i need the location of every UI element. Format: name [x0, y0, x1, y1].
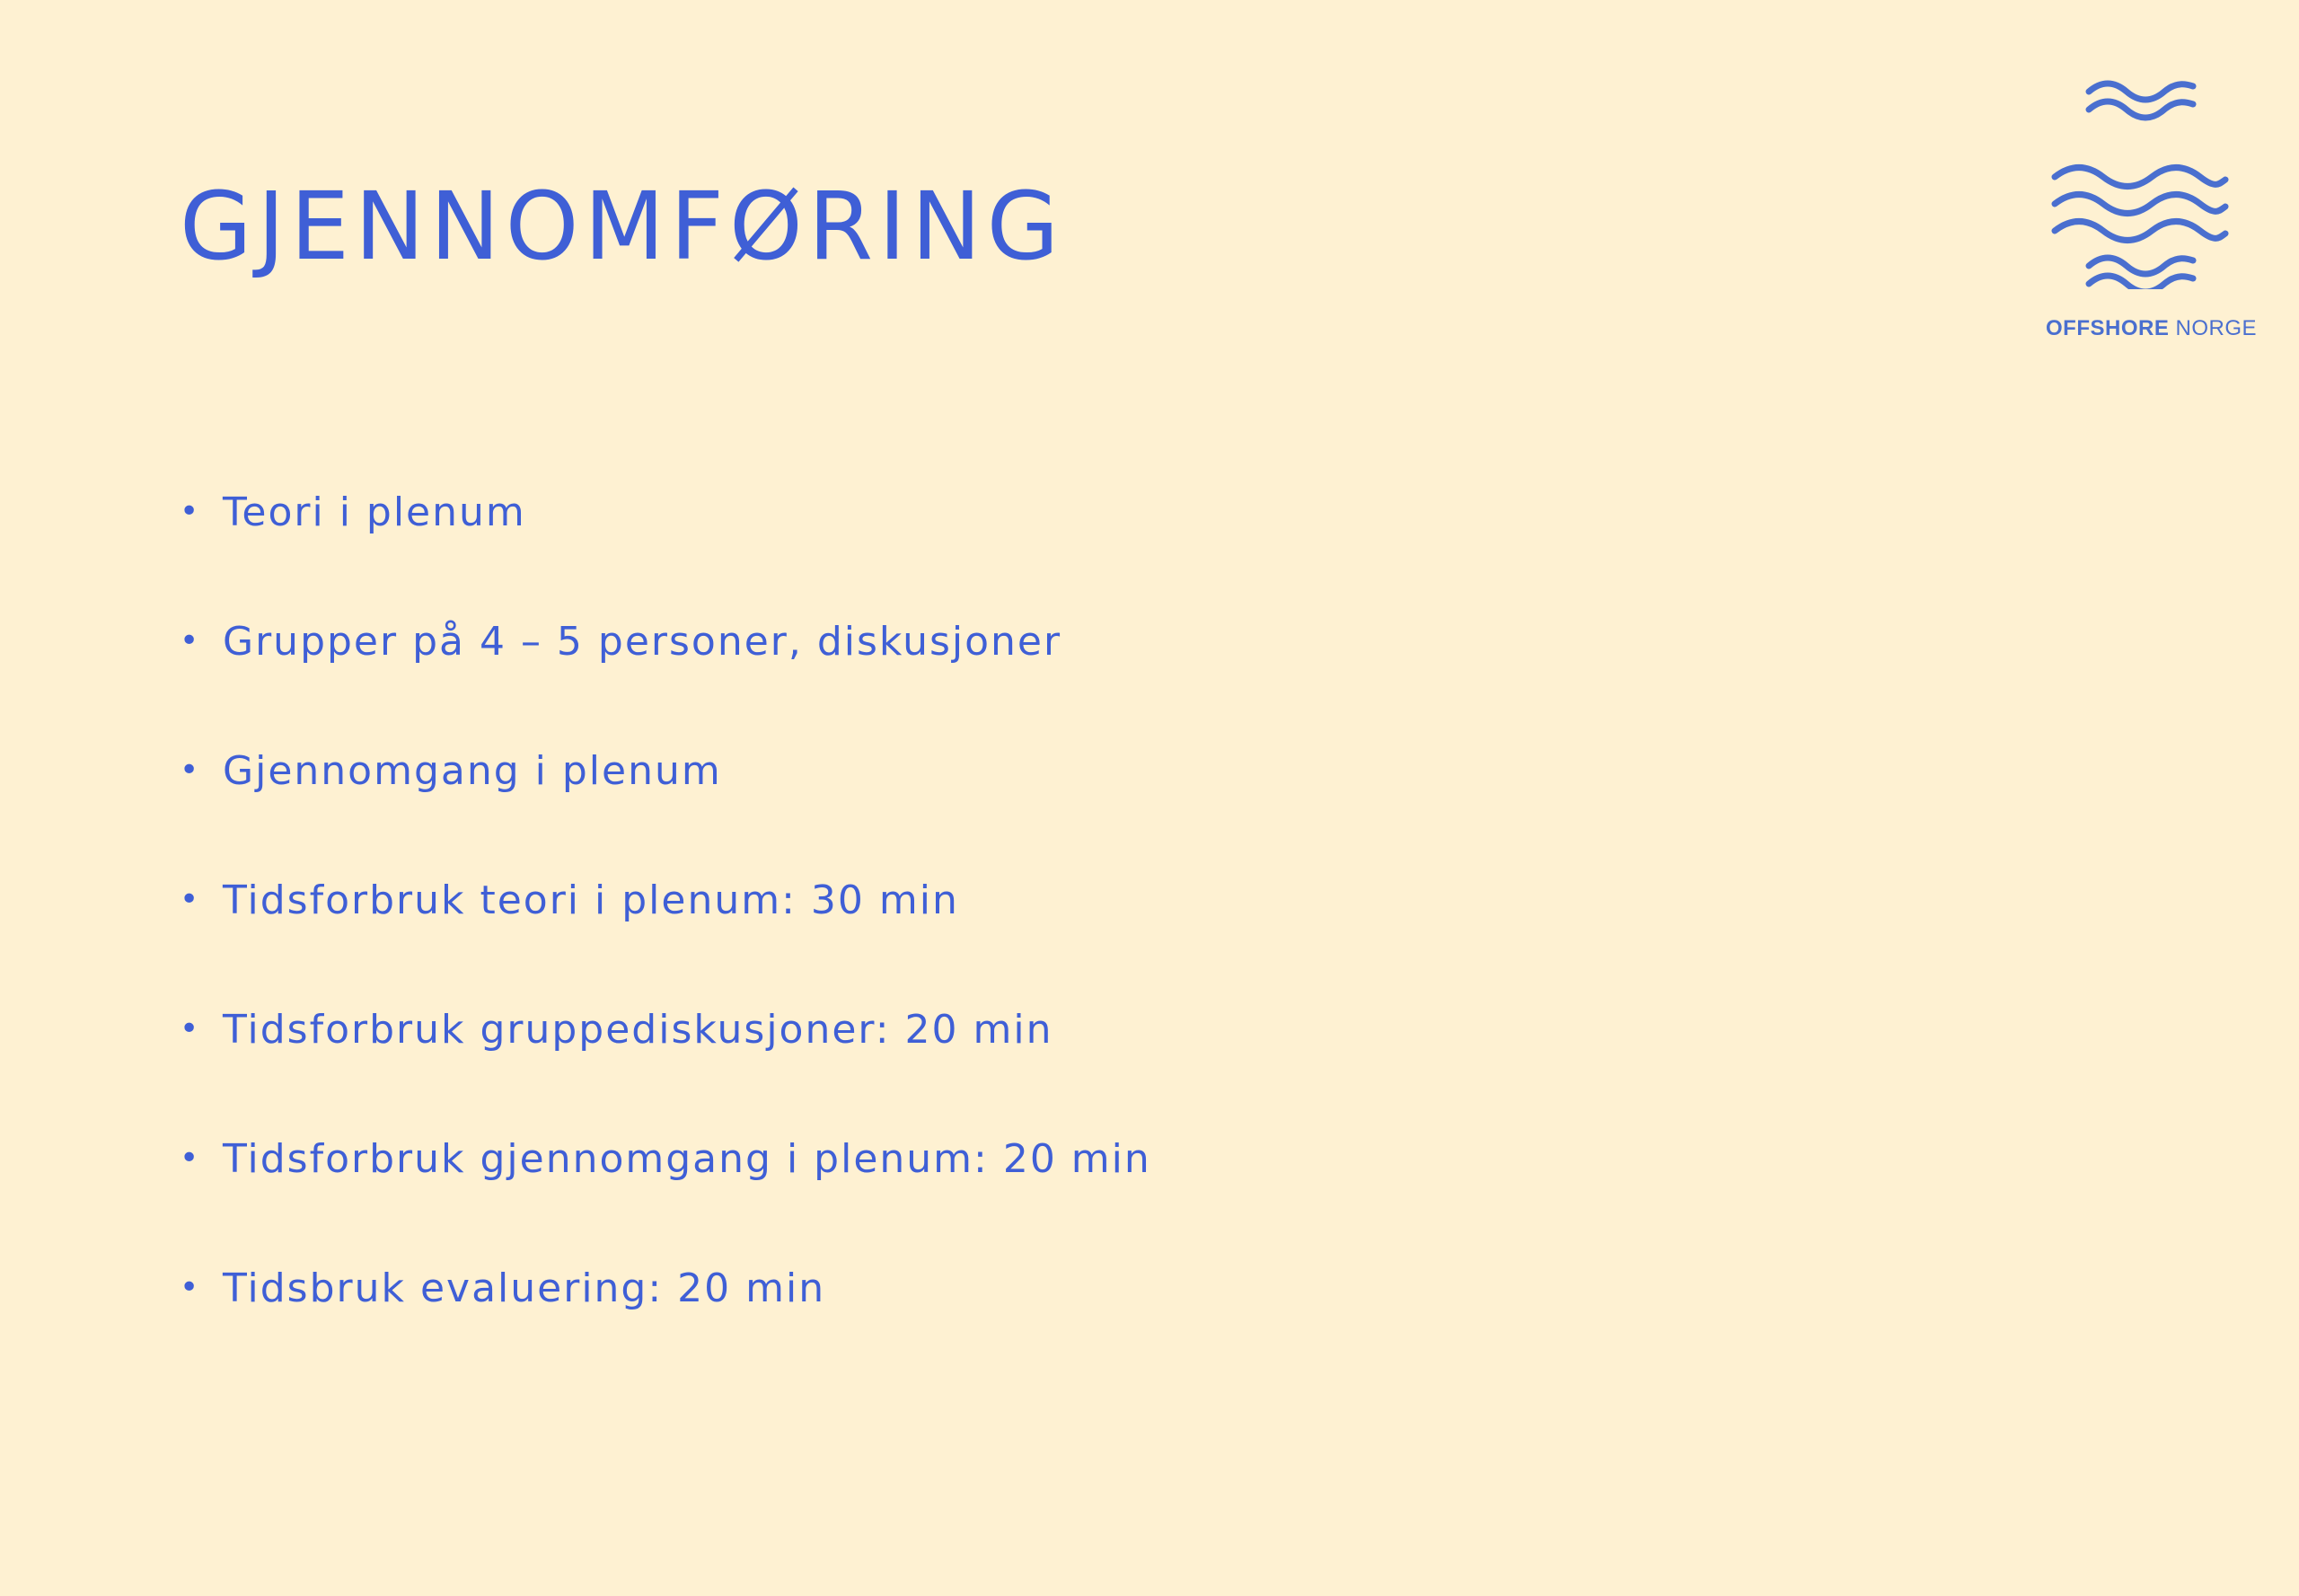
bullet-text: Grupper på 4 – 5 personer, diskusjoner	[223, 618, 1062, 665]
bullet-marker: •	[180, 1269, 201, 1306]
bullet-text: Gjennomgang i plenum	[223, 747, 722, 794]
bullet-marker: •	[180, 1140, 201, 1177]
bullet-marker: •	[180, 752, 201, 789]
logo-word-norge: NORGE	[2169, 316, 2258, 340]
bullet-item	[180, 965, 1151, 1094]
bullet-text: Teori i plenum	[223, 489, 526, 535]
bullet-item	[180, 1094, 1151, 1223]
bullet-list	[180, 447, 1151, 1353]
bullet-text: Tidsforbruk gruppediskusjoner: 20 min	[223, 1006, 1053, 1053]
bullet-item	[180, 1223, 1151, 1353]
logo-wordmark	[2046, 316, 2258, 341]
slide-title: GJENNOMFØRING	[180, 172, 1065, 281]
offshore-norge-logo	[2046, 74, 2258, 343]
bullet-marker: •	[180, 622, 201, 659]
bullet-text: Tidsforbruk teori i plenum: 30 min	[223, 877, 959, 923]
bullet-item	[180, 706, 1151, 835]
bullet-item	[180, 447, 1151, 577]
bullet-marker: •	[180, 881, 201, 918]
bullet-text: Tidsforbruk gjennomgang i plenum: 20 min	[223, 1135, 1151, 1182]
bullet-item	[180, 835, 1151, 965]
logo-word-offshore: OFFSHORE	[2046, 316, 2170, 340]
bullet-marker: •	[180, 1010, 201, 1047]
bullet-marker: •	[180, 493, 201, 530]
bullet-item	[180, 577, 1151, 706]
bullet-text: Tidsbruk evaluering: 20 min	[223, 1265, 826, 1311]
waves-icon	[2046, 74, 2234, 289]
